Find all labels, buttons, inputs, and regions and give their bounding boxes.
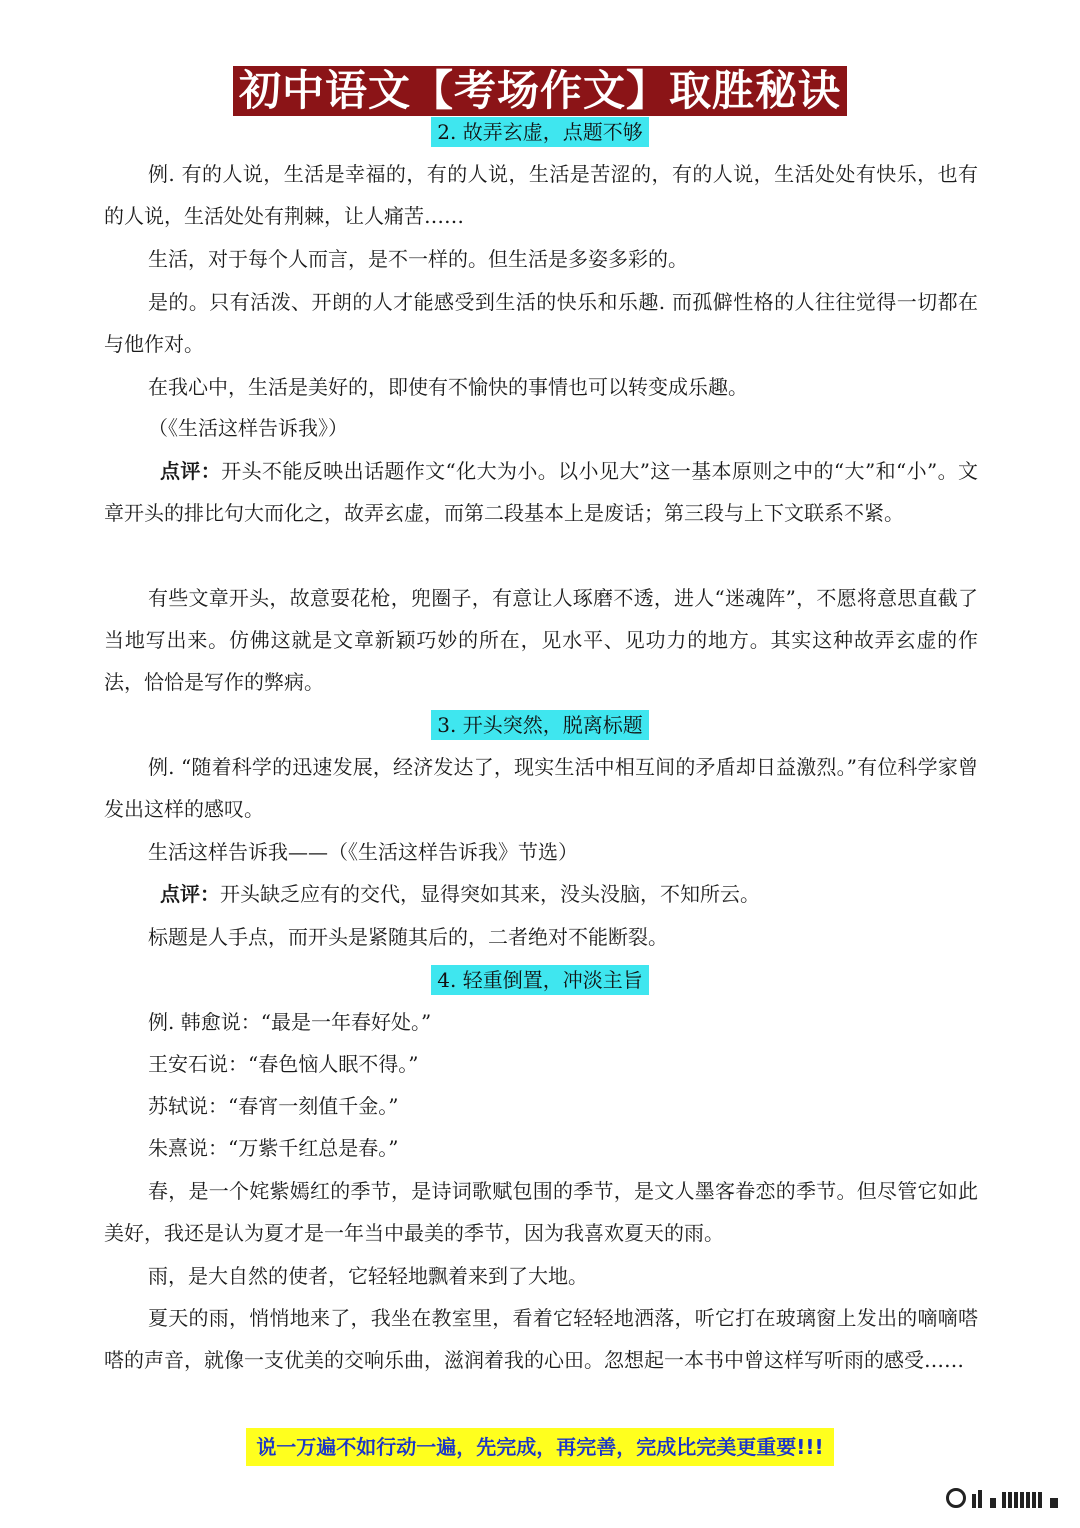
paragraph: 生活这样告诉我——（《生活这样告诉我》节选）: [148, 840, 578, 864]
paragraph: 是的。只有活泼、开朗的人才能感受到生活的快乐和乐趣. 而孤僻性格的人往往觉得一切都在与他作对。: [104, 290, 978, 356]
section-heading-4: 4. 轻重倒置，冲淡主旨: [431, 965, 648, 995]
paragraph: （《生活这样告诉我》）: [148, 416, 348, 440]
review-text: 开头缺乏应有的交代，显得突如其来，没头没脑，不知所云。: [220, 882, 760, 906]
paragraph: 王安石说：“春色恼人眠不得。”: [148, 1052, 419, 1076]
review-label: 点评：: [160, 459, 222, 483]
paragraph: 例. 韩愈说：“最是一年春好处。”: [148, 1010, 432, 1034]
review-label: 点评：: [160, 882, 220, 906]
paragraph: 苏轼说：“春宵一刻值千金。”: [148, 1094, 399, 1118]
watermark-icon: [946, 1488, 1058, 1508]
review-text: 开头不能反映出话题作文“化大为小。以小见大”这一基本原则之中的“大”和“小”。文章开头的排比句大而化之，故弄玄虚，而第二段基本上是废话；第三段与上下文联系不紧。: [104, 459, 979, 525]
paragraph: 例. “随着科学的迅速发展，经济发达了，现实生活中相互间的矛盾却日益激烈。”有位科学家曾发出这样的感叹。: [104, 755, 978, 821]
section-heading-2: 2. 故弄玄虚，点题不够: [431, 117, 648, 147]
paragraph: 在我心中，生活是美好的，即使有不愉快的事情也可以转变成乐趣。: [148, 375, 748, 399]
motto-banner: 说一万遍不如行动一遍，先完成，再完善，完成比完美更重要!!!: [246, 1428, 833, 1466]
paragraph: 例. 有的人说，生活是幸福的，有的人说，生活是苦涩的，有的人说，生活处处有快乐，也有的人说，生活处处有荆棘，让人痛苦……: [104, 162, 978, 228]
review-paragraph: [104, 450, 978, 534]
paragraph: 生活，对于每个人而言，是不一样的。但生活是多姿多彩的。: [148, 247, 688, 271]
paragraph: 雨，是大自然的使者，它轻轻地飘着来到了大地。: [148, 1264, 588, 1288]
paragraph: 朱熹说：“万紫千红总是春。”: [148, 1136, 399, 1160]
paragraph: 标题是人手点，而开头是紧随其后的，二者绝对不能断裂。: [148, 925, 668, 949]
review-paragraph: [104, 873, 978, 915]
paragraph: 有些文章开头，故意耍花枪，兜圈子，有意让人琢磨不透，进人“迷魂阵”，不愿将意思直截了当地写出来。仿佛这就是文章新颖巧妙的所在，见水平、见功力的地方。其实这种故弄玄虚的作法，恰恰是写作的弊病。: [104, 586, 978, 694]
paragraph: 夏天的雨，悄悄地来了，我坐在教室里，看着它轻轻地洒落，听它打在玻璃窗上发出的嘀嘀嗒嗒的声音，就像一支优美的交响乐曲，滋润着我的心田。忽想起一本书中曾这样写听雨的感受……: [104, 1306, 978, 1372]
document-title: 初中语文【考场作文】取胜秘诀: [233, 66, 847, 116]
section-heading-3: 3. 开头突然，脱离标题: [431, 710, 648, 740]
paragraph: 春，是一个姹紫嫣红的季节，是诗词歌赋包围的季节，是文人墨客眷恋的季节。但尽管它如此美好，我还是认为夏才是一年当中最美的季节，因为我喜欢夏天的雨。: [104, 1179, 978, 1245]
